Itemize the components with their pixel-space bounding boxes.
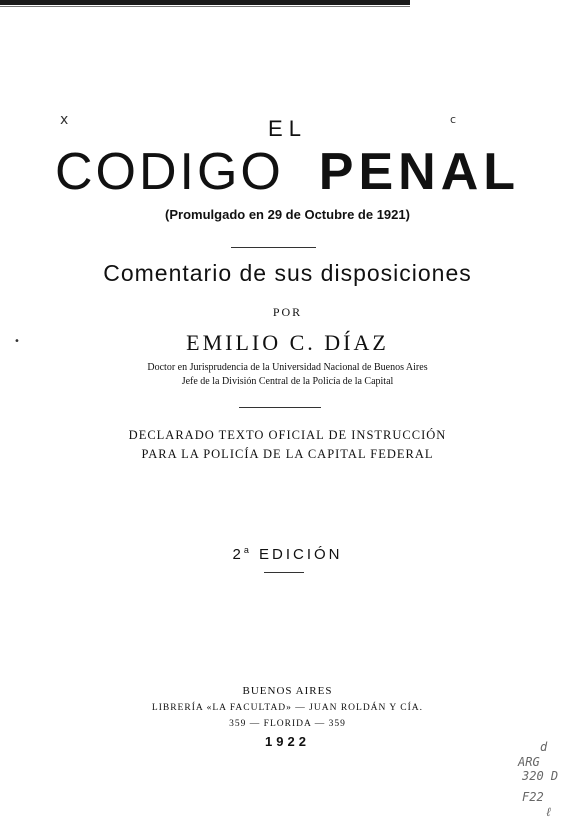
title-word-penal: PENAL [318,143,521,201]
top-border [0,0,410,5]
pencil-mark: c [450,113,457,126]
catalog-stamp: F22 [522,790,544,804]
edition-ordinal: a [243,545,252,555]
dot-mark: • [14,336,20,347]
catalog-stamp: ARG [518,755,540,769]
edition-label: EDICIÓN [259,546,343,563]
edition [0,545,575,563]
edition-number: 2 [232,546,244,563]
subtitle: Comentario de sus disposiciones [103,260,472,286]
author-credential: Doctor en Jurisprudencia de la Universidad Nacional de Buenos Aires [147,362,428,373]
book-title [0,142,575,202]
catalog-stamp: ℓ [545,805,553,819]
author-name: EMILIO C. DÍAZ [186,330,389,355]
official-declaration-line-1: DECLARADO TEXTO OFICIAL DE INSTRUCCIÓN [128,428,447,442]
title-article: EL [268,116,307,141]
pencil-mark: x [60,112,69,128]
divider [264,572,304,573]
top-border-shadow [0,6,410,7]
imprint-year: 1922 [265,734,310,749]
promulgation-note: (Promulgado en 29 de Octubre de 1921) [165,207,410,222]
imprint-city: BUENOS AIRES [242,685,333,697]
author-position: Jefe de la División Central de la Policía de la Capital [181,376,394,387]
imprint-publisher: LIBRERÍA «LA FACULTAD» — JUAN ROLDÁN Y CÍA. [151,703,424,713]
title-word-codigo: CODIGO [54,143,284,201]
by-label: POR [272,305,303,319]
divider [231,247,316,248]
imprint-address: 359 — FLORIDA — 359 [229,719,346,729]
catalog-stamp: 320 D [522,769,559,783]
divider [239,407,321,408]
catalog-stamp: d [540,740,548,754]
official-declaration-line-2: PARA LA POLICÍA DE LA CAPITAL FEDERAL [141,447,434,461]
